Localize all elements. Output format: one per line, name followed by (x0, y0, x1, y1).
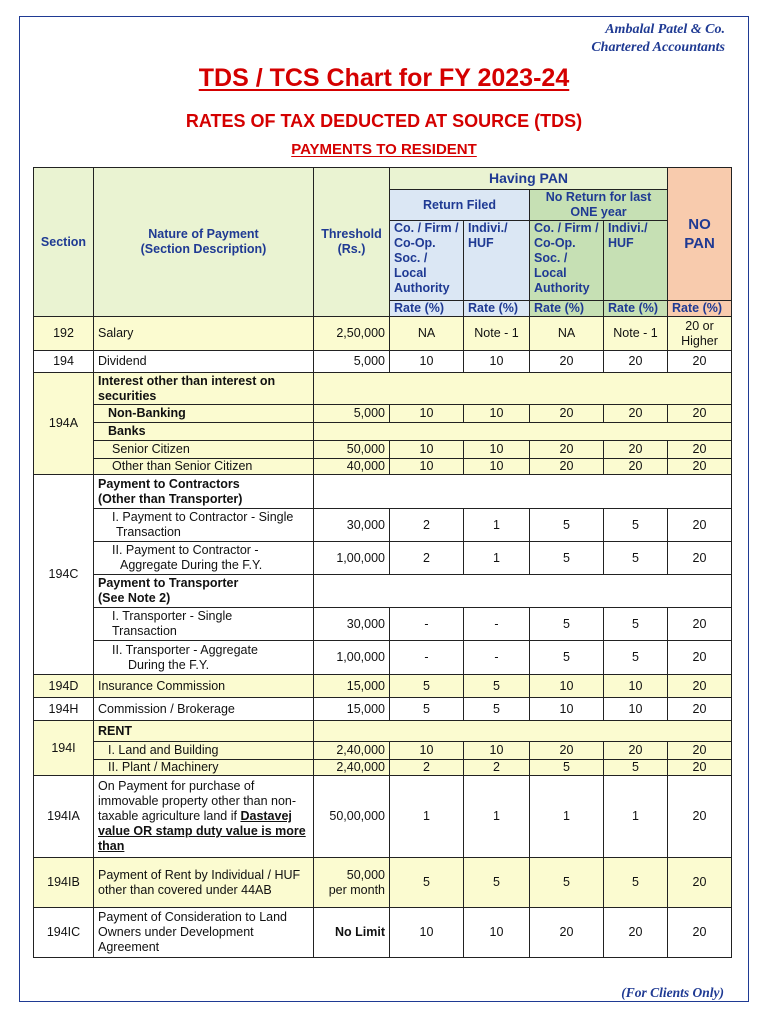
rate-cell: 20 (604, 459, 668, 475)
header-threshold: Threshold (Rs.) (314, 168, 390, 317)
threshold-value: 2,50,000 (314, 317, 390, 351)
page-subtitle: RATES OF TAX DEDUCTED AT SOURCE (TDS) (185, 111, 583, 131)
group-heading: Payment to Contractors (Other than Transporter) (94, 475, 314, 509)
firm-name (591, 21, 725, 57)
rate-cell: 10 (604, 675, 668, 698)
rate-cell: 5 (390, 698, 464, 721)
firm-name-line1: Ambalal Patel & Co. (605, 22, 725, 37)
group-heading: RENT (94, 721, 314, 742)
rate-cell: 5 (530, 509, 604, 542)
threshold-value: 1,00,000 (314, 641, 390, 675)
header-no-pan: NO PAN (668, 168, 732, 301)
threshold-value: 5,000 (314, 405, 390, 423)
table-row (34, 575, 732, 608)
section-code: 194IA (34, 776, 94, 858)
threshold-value: 2,40,000 (314, 742, 390, 760)
rate-cell: 5 (604, 858, 668, 908)
nature-of-payment: Other than Senior Citizen (94, 459, 314, 475)
rate-cell: 20 (668, 509, 732, 542)
rate-cell: 20 (668, 908, 732, 958)
table-row (34, 608, 732, 641)
rate-cell: 20 (668, 776, 732, 858)
threshold-value: 5,000 (314, 351, 390, 373)
header-rate: Rate (%) (604, 301, 668, 317)
threshold-value: 40,000 (314, 459, 390, 475)
table-row (34, 641, 732, 675)
table-row (34, 373, 732, 405)
table-row (34, 742, 732, 760)
nature-of-payment: Non-Banking (94, 405, 314, 423)
threshold-value: 1,00,000 (314, 542, 390, 575)
rate-cell: 1 (390, 776, 464, 858)
rate-cell: 10 (464, 405, 530, 423)
table-row (34, 858, 732, 908)
table-row (34, 776, 732, 858)
rate-cell: 20 or Higher (668, 317, 732, 351)
rate-cell: 5 (464, 698, 530, 721)
header-co-firm-noreturn: Co. / Firm / Co-Op. Soc. / Local Authority (530, 221, 604, 301)
header-no-return: No Return for last ONE year (530, 190, 668, 221)
header-having-pan: Having PAN (390, 168, 668, 190)
header-indiv-filed: Indivi./ HUF (464, 221, 530, 301)
rate-cell: 1 (464, 509, 530, 542)
rate-cell: 5 (530, 542, 604, 575)
table-row (34, 317, 732, 351)
header-indiv-noreturn: Indivi./ HUF (604, 221, 668, 301)
rate-cell: 20 (668, 760, 732, 776)
table-row (34, 760, 732, 776)
rate-cell: 20 (530, 459, 604, 475)
rate-cell: 5 (530, 641, 604, 675)
rate-cell: 20 (668, 858, 732, 908)
table-row (34, 908, 732, 958)
rate-cell: 20 (668, 405, 732, 423)
nature-of-payment: Dividend (94, 351, 314, 373)
rate-cell: 20 (668, 742, 732, 760)
rate-cell: 10 (464, 459, 530, 475)
rate-cell: Note - 1 (464, 317, 530, 351)
nature-of-payment: Salary (94, 317, 314, 351)
section-code: 194 (34, 351, 94, 373)
table-row (34, 459, 732, 475)
rate-cell: 20 (604, 742, 668, 760)
section-code: 194C (34, 475, 94, 675)
nature-of-payment: Commission / Brokerage (94, 698, 314, 721)
section-code: 194D (34, 675, 94, 698)
header-return-filed: Return Filed (390, 190, 530, 221)
threshold-value: No Limit (314, 908, 390, 958)
section-code: 194A (34, 373, 94, 475)
threshold-value: 50,00,000 (314, 776, 390, 858)
header-rate: Rate (%) (668, 301, 732, 317)
rate-cell: 5 (530, 858, 604, 908)
table-row (34, 351, 732, 373)
page-title: TDS / TCS Chart for FY 2023-24 (198, 64, 570, 92)
table-row (34, 698, 732, 721)
rate-cell: 20 (604, 405, 668, 423)
header-rate: Rate (%) (464, 301, 530, 317)
rate-cell: 2 (390, 542, 464, 575)
rate-cell: 2 (464, 760, 530, 776)
rate-cell: 10 (530, 698, 604, 721)
section-code: 194H (34, 698, 94, 721)
rate-cell: 5 (530, 760, 604, 776)
header-rate: Rate (%) (390, 301, 464, 317)
section-code: 194IB (34, 858, 94, 908)
table-row (34, 675, 732, 698)
rate-cell: 20 (668, 641, 732, 675)
rate-cell: 5 (390, 858, 464, 908)
section-code: 194I (34, 721, 94, 776)
rate-cell: 2 (390, 760, 464, 776)
nature-of-payment: Payment of Rent by Individual / HUF other than covered under 44AB (94, 858, 314, 908)
rate-cell: 20 (530, 908, 604, 958)
rate-cell: 20 (668, 698, 732, 721)
rate-cell: 20 (530, 441, 604, 459)
nature-of-payment: II. Plant / Machinery (94, 760, 314, 776)
table-row (34, 441, 732, 459)
rate-cell: 20 (668, 542, 732, 575)
rate-cell: 10 (464, 742, 530, 760)
rate-cell: 1 (604, 776, 668, 858)
rate-cell: 5 (604, 509, 668, 542)
rate-cell: 10 (390, 441, 464, 459)
rate-cell: 20 (530, 351, 604, 373)
nature-of-payment: II. Transporter - Aggregate During the F.Y. (94, 641, 314, 675)
table-row (34, 475, 732, 509)
rate-cell: 5 (604, 608, 668, 641)
rate-cell: 20 (530, 742, 604, 760)
threshold-value: 15,000 (314, 698, 390, 721)
rate-cell: 10 (464, 351, 530, 373)
rate-cell: 10 (390, 908, 464, 958)
rate-cell: 20 (530, 405, 604, 423)
rate-cell: - (390, 641, 464, 675)
firm-name-line2: Chartered Accountants (591, 40, 725, 55)
rate-cell: 10 (390, 405, 464, 423)
rate-cell: 10 (530, 675, 604, 698)
header-rate: Rate (%) (530, 301, 604, 317)
table-row (34, 721, 732, 742)
rate-cell: 20 (668, 441, 732, 459)
rate-cell: - (464, 641, 530, 675)
section-code: 192 (34, 317, 94, 351)
nature-of-payment: I. Transporter - Single Transaction (94, 608, 314, 641)
rate-cell: 5 (530, 608, 604, 641)
nature-of-payment: Senior Citizen (94, 441, 314, 459)
header-co-firm-filed: Co. / Firm / Co-Op. Soc. / Local Authority (390, 221, 464, 301)
rate-cell: 5 (390, 675, 464, 698)
header-section: Section (34, 168, 94, 317)
rate-cell: - (464, 608, 530, 641)
rate-cell: - (390, 608, 464, 641)
table-row (34, 405, 732, 423)
group-heading: Payment to Transporter (See Note 2) (94, 575, 314, 608)
rate-cell: 20 (604, 441, 668, 459)
header-nature: Nature of Payment (Section Description) (94, 168, 314, 317)
rate-cell: 10 (390, 742, 464, 760)
rate-cell: NA (530, 317, 604, 351)
rate-cell: 10 (390, 351, 464, 373)
threshold-value: 2,40,000 (314, 760, 390, 776)
rate-cell: 20 (668, 608, 732, 641)
table-row (34, 509, 732, 542)
page-subtitle-resident: PAYMENTS TO RESIDENT (291, 141, 477, 158)
rate-cell: 5 (464, 858, 530, 908)
table-row (34, 423, 732, 441)
rate-cell: 5 (604, 641, 668, 675)
rate-cell: 10 (464, 441, 530, 459)
rate-cell: 20 (668, 459, 732, 475)
rate-cell: 2 (390, 509, 464, 542)
rate-cell: 5 (604, 542, 668, 575)
footer-note: (For Clients Only) (621, 985, 724, 1000)
table-row (34, 542, 732, 575)
rate-cell: Note - 1 (604, 317, 668, 351)
rate-cell: 10 (604, 698, 668, 721)
rate-cell: 1 (464, 542, 530, 575)
group-subheading: Banks (94, 423, 314, 441)
threshold-value: 15,000 (314, 675, 390, 698)
tds-rate-table (33, 167, 732, 958)
rate-cell: 1 (464, 776, 530, 858)
rate-cell: 10 (390, 459, 464, 475)
threshold-value: 50,000 (314, 441, 390, 459)
threshold-value: 50,000 per month (314, 858, 390, 908)
nature-of-payment: I. Payment to Contractor - Single Transaction (94, 509, 314, 542)
rate-cell: 20 (668, 351, 732, 373)
section-code: 194IC (34, 908, 94, 958)
rate-cell: NA (390, 317, 464, 351)
rate-cell: 5 (464, 675, 530, 698)
rate-cell: 1 (530, 776, 604, 858)
group-heading: Interest other than interest on securities (94, 373, 314, 405)
threshold-value: 30,000 (314, 608, 390, 641)
rate-cell: 20 (668, 675, 732, 698)
nature-of-payment: On Payment for purchase of immovable property other than non-taxable agriculture land if Dastavej value OR stamp duty value is more than (94, 776, 314, 858)
threshold-value: 30,000 (314, 509, 390, 542)
rate-cell: 20 (604, 351, 668, 373)
nature-of-payment: Payment of Consideration to Land Owners under Development Agreement (94, 908, 314, 958)
nature-of-payment: II. Payment to Contractor - Aggregate During the F.Y. (94, 542, 314, 575)
rate-cell: 10 (464, 908, 530, 958)
rate-cell: 20 (604, 908, 668, 958)
rate-cell: 5 (604, 760, 668, 776)
nature-of-payment: I. Land and Building (94, 742, 314, 760)
nature-of-payment: Insurance Commission (94, 675, 314, 698)
